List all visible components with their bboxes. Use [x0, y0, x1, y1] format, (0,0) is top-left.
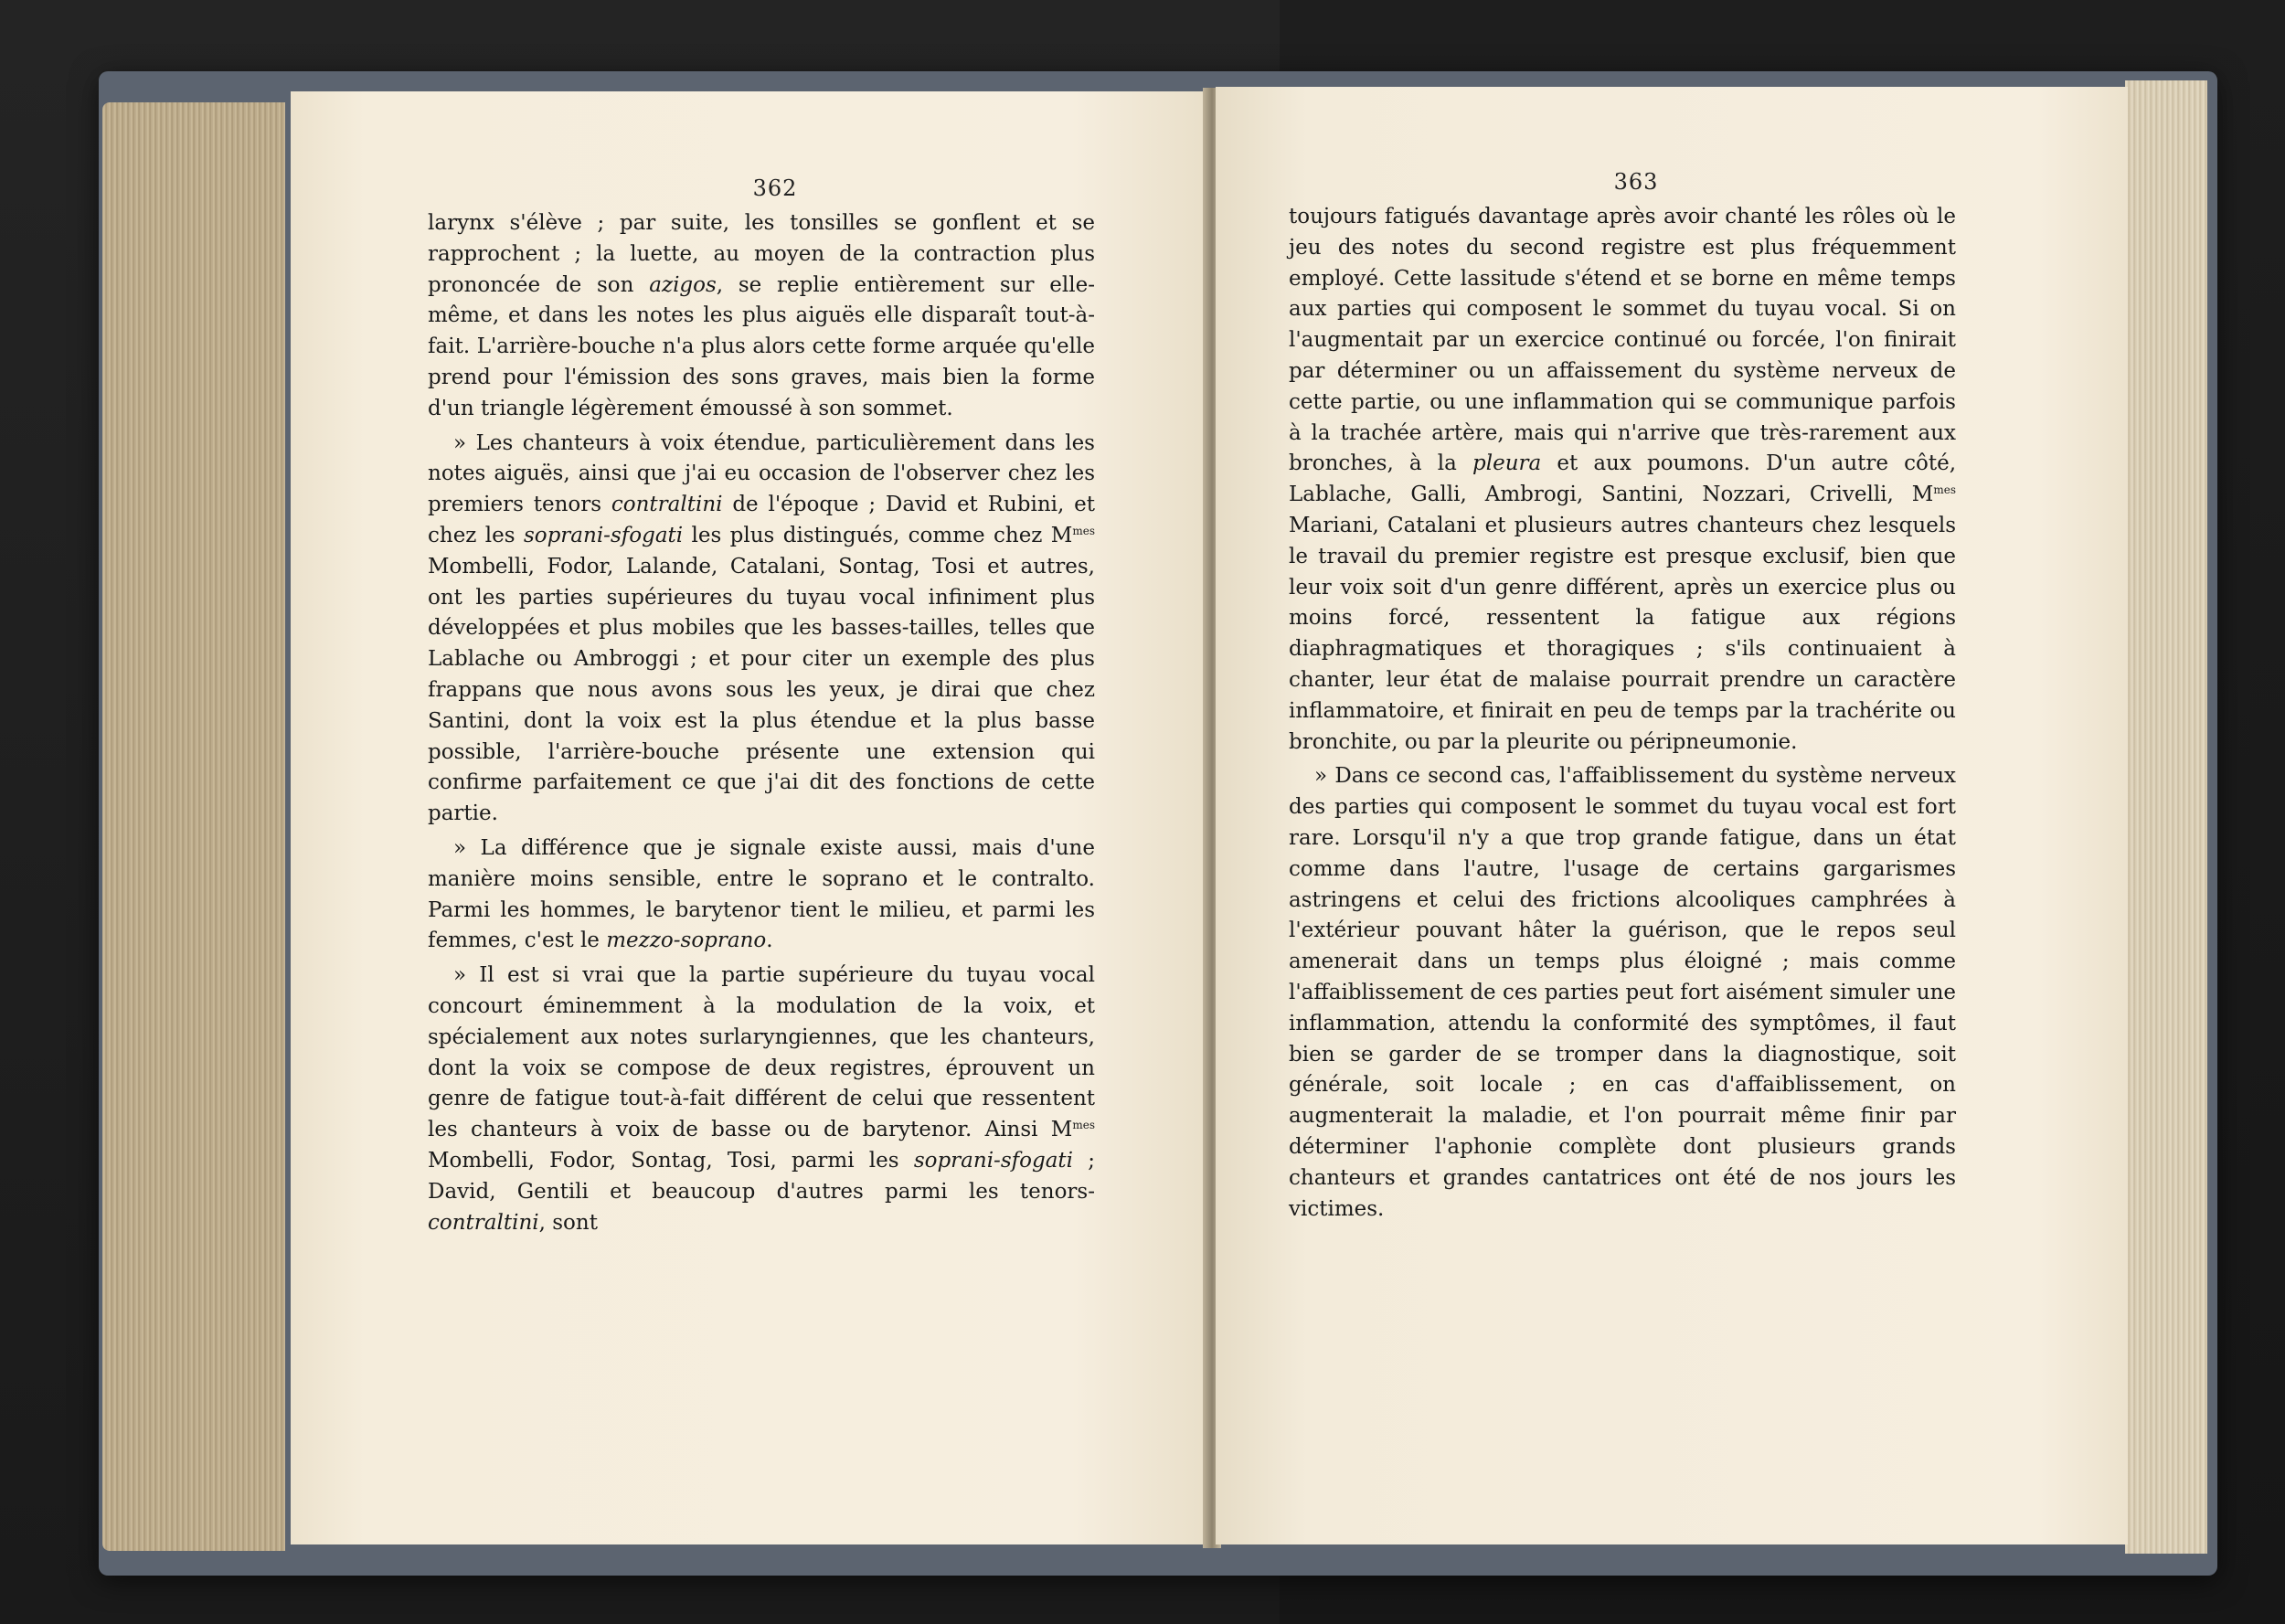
text-run: larynx s'élève ; par suite, les tonsilles se gonflent et se rapprochent ; la luette, au moyen de la contraction plus prononcée de son: [428, 211, 1095, 297]
text-run: ; David, Gentili et beaucoup d'autres parmi les tenors-: [428, 1148, 1096, 1204]
right-paragraph-2: [1289, 761, 1956, 1225]
page-number-left: 362: [752, 175, 798, 201]
right-page: [1216, 87, 2128, 1544]
italic-text: mezzo-soprano: [606, 929, 767, 953]
superscript: mes: [1933, 483, 1956, 497]
italic-text: contraltini: [428, 1210, 539, 1235]
text-run: Mariani, Catalani et plusieurs autres chanteurs chez lesquels le travail du premier registre est presque exclusif, bien que leur voix soit d'un genre différent, après un exercice plus ou moins forcé, ressentent la fatigue aux régions diaphragmatiques et thoragiques ; s'ils continuaient à chanter, leur état de malaise pourrait prendre un caractère inflammatoire, et finirait en peu de temps par la trachérite ou bronchite, ou par la pleurite ou péripneumonie.: [1289, 513, 1956, 754]
left-paragraph-1: [428, 208, 1095, 425]
text-run: » La différence que je signale existe aussi, mais d'une manière moins sensible, entre le soprano et le contralto. Parmi les hommes, le barytenor tient le milieu, et parmi les femmes, c'est le: [428, 835, 1095, 953]
italic-text: contraltini: [611, 493, 723, 517]
superscript: mes: [1072, 524, 1095, 537]
superscript: mes: [1072, 1119, 1095, 1132]
text-run: les plus distingués, comme chez M: [683, 523, 1073, 547]
left-page-text: [428, 208, 1095, 1238]
text-run: » Les chanteurs à voix étendue, particulièrement dans les notes aiguës, ainsi que j'ai eu occasion de l'observer chez les premiers tenors: [428, 430, 1095, 517]
italic-text: soprani-sfogati: [523, 523, 684, 547]
right-paragraph-1: [1289, 202, 1956, 758]
text-run: Mombelli, Fodor, Sontag, Tosi, parmi les: [428, 1148, 914, 1173]
italic-text: soprani-sfogati: [913, 1148, 1074, 1173]
book-page-edges-left: [102, 102, 285, 1551]
text-run: , sont: [538, 1210, 598, 1235]
left-page: [291, 91, 1209, 1544]
text-run: » Dans ce second cas, l'affaiblissement du système nerveux des parties qui composent le sommet du tuyau vocal est fort rare. Lorsqu'il n'y a que trop grande fatigue, dans un état comme dans l'autre, l'usage de certains gargarismes astringens et celui des frictions alcooliques camphrées à l'extérieur pouvant hâter la guérison, que le repos seul amenerait dans un temps plus éloigné ; mais comme l'affaiblissement de ces parties peut fort aisément simuler une inflammation, attendu la conformité des symptômes, il faut bien se garder de se tromper dans la diagnostique, soit générale, soit locale ; en cas d'affaiblissement, on augmenterait la maladie, et l'on pourrait même finir par déterminer l'aphonie complète dont plusieurs grands chanteurs et grandes cantatrices ont été de nos jours les victimes.: [1289, 764, 1956, 1221]
text-run: .: [766, 929, 773, 953]
text-run: de l'époque ; David et Rubini, et chez les: [428, 493, 1095, 547]
book-page-edges-right: [2125, 80, 2207, 1554]
italic-text: pleura: [1472, 451, 1542, 476]
text-run: toujours fatigués davantage après avoir chanté les rôles où le jeu des notes du second registre est plus fréquemment employé. Cette lassitude s'étend et se borne en même temps aux parties qui composent le sommet du tuyau vocal. Si on l'augmentait par un exercice continué ou forcée, l'on finirait par déterminer ou un affaissement du système nerveux de cette partie, ou une inflammation qui se communique parfois à la trachée artère, mais qui n'arrive que très-rarement aux bronches, à la: [1289, 205, 1956, 476]
page-number-right: 363: [1613, 169, 1659, 195]
text-run: » Il est si vrai que la partie supérieure du tuyau vocal concourt éminemment à la modulation de la voix, et spécialement aux notes surlaryngiennes, que les chanteurs, dont la voix se compose de deux registres, éprouvent un genre de fatigue tout-à-fait différent de celui que ressentent les chanteurs à voix de basse ou de barytenor. Ainsi M: [428, 963, 1095, 1142]
text-run: et aux poumons. D'un autre côté, Lablache, Galli, Ambrogi, Santini, Nozzari, Crivelli, M: [1289, 451, 1957, 507]
right-page-text: [1289, 202, 1956, 1225]
italic-text: azigos: [649, 272, 717, 297]
text-run: , se replie entièrement sur elle-même, et dans les notes les plus aiguës elle disparaît tout-à-fait. L'arrière-bouche n'a plus alors cette forme arquée qu'elle prend pour l'émission des sons graves, mais bien la forme d'un triangle légèrement émoussé à son sommet.: [428, 272, 1096, 420]
left-paragraph-2: [428, 429, 1095, 830]
text-run: Mombelli, Fodor, Lalande, Catalani, Sontag, Tosi et autres, ont les parties supérieures du tuyau vocal infiniment plus développées et plus mobiles que les basses-tailles, telles que Lablache ou Ambroggi ; et pour citer un exemple des plus frappans que nous avons sous les yeux, je dirai que chez Santini, dont la voix est la plus étendue et la plus basse possible, l'arrière-bouche présente une extension qui confirme parfaitement ce que j'ai dit des fonctions de cette partie.: [428, 554, 1095, 826]
left-paragraph-4: [428, 961, 1095, 1238]
left-paragraph-3: [428, 833, 1095, 957]
